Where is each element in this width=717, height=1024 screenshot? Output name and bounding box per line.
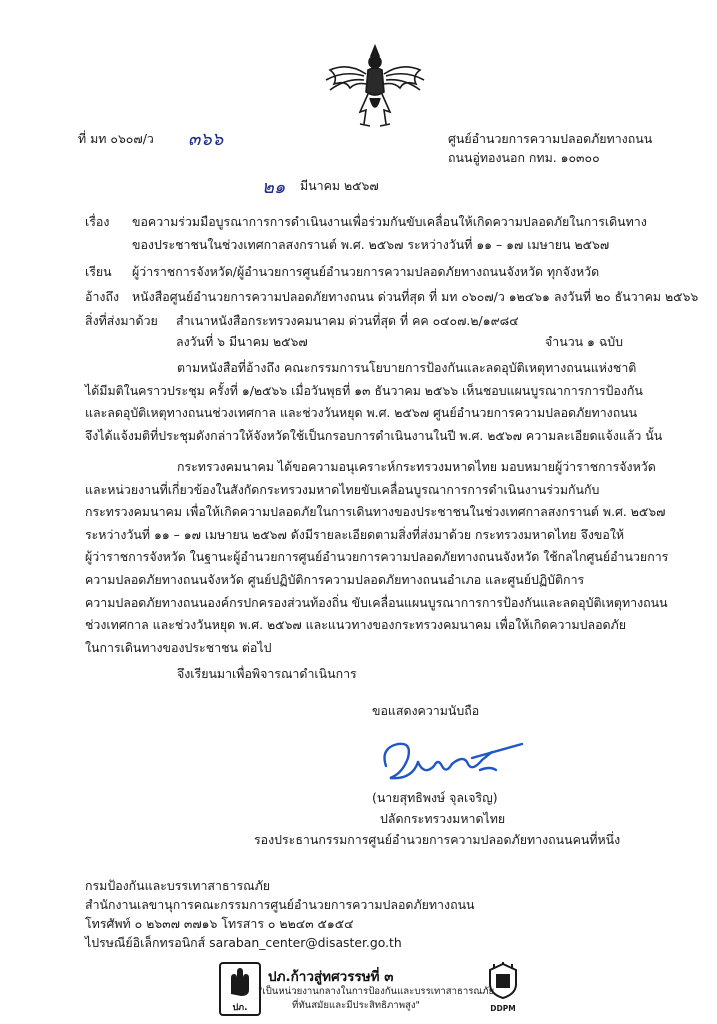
paragraph-line: ช่วงเทศกาล และช่วงวันหยุด พ.ศ. ๒๕๖๗ และแนวทางของกระทรวงคมนาคม เพื่อให้เกิดความปลอดภัย [85, 617, 626, 633]
paragraph-line: ความปลอดภัยทางถนนองค์กรปกครองส่วนท้องถิ่น ขับเคลื่อนแผนบูรณาการการป้องกันและลดอุบัติเหตุทางถนน [85, 594, 668, 610]
document-date: มีนาคม ๒๕๖๗ [300, 178, 379, 193]
regards-text: ขอแสดงความนับถือ [372, 703, 480, 718]
date-day-handwritten: ๒๑ [262, 177, 286, 198]
banner-subtitle-1: "เป็นหน่วยงานกลางในการป้องกันและบรรเทาสาธารณภัย [258, 986, 495, 997]
signatory-position-1: ปลัดกระทรวงมหาดไทย [380, 811, 506, 826]
ddpm-hand-logo [219, 962, 261, 1016]
paragraph-line: ได้มีมติในคราวประชุม ครั้งที่ ๑/๒๕๖๖ เมื่อวันพุธที่ ๑๓ ธันวาคม ๒๕๖๖ เห็นชอบแผนบูรณาการการป้องกัน [85, 382, 643, 398]
footer-office: สำนักงานเลขานุการคณะกรรมการศูนย์อำนวยการความปลอดภัยทางถนน [85, 897, 475, 912]
body-paragraph-2 [85, 456, 668, 659]
banner-title: ปภ.ก้าวสู่ทศวรรษที่ ๓ [268, 969, 394, 985]
reference-label: อ้างถึง [85, 289, 120, 304]
garuda-emblem [320, 40, 430, 132]
paragraph-line: และลดอุบัติเหตุทางถนนช่วงเทศกาล และช่วงวันหยุด พ.ศ. ๒๕๖๗ ศูนย์อำนวยการความปลอดภัยทางถนน [85, 405, 638, 421]
subject-label: เรื่อง [85, 214, 110, 229]
footer-department: กรมป้องกันและบรรเทาสาธารณภัย [85, 878, 271, 893]
enclosure-copies: จำนวน ๑ ฉบับ [545, 334, 624, 349]
to-label: เรียน [85, 264, 112, 279]
body-paragraph-1 [85, 357, 662, 447]
to-recipient: ผู้ว่าราชการจังหวัด/ผู้อำนวยการศูนย์อำนวยการความปลอดภัยทางถนนจังหวัด ทุกจังหวัด [132, 264, 600, 279]
footer-email: ไปรษณีย์อิเล็กทรอนิกส์ saraban_center@disaster.go.th [85, 935, 402, 950]
footer-phone: โทรศัพท์ ๐ ๒๖๓๗ ๓๗๑๖ โทรสาร ๐ ๒๒๔๓ ๕๑๕๔ [85, 916, 354, 931]
paragraph-line: ระหว่างวันที่ ๑๑ – ๑๗ เมษายน ๒๕๖๗ ดังมีรายละเอียดตามสิ่งที่ส่งมาด้วย กระทรวงมหาดไทย จึงขอให้ [85, 526, 625, 542]
signatory-position-2: รองประธานกรรมการศูนย์อำนวยการความปลอดภัยทางถนนคนที่หนึ่ง [254, 832, 621, 847]
handwritten-signature [372, 730, 542, 792]
signatory-name: (นายสุทธิพงษ์ จุลเจริญ) [372, 790, 498, 805]
shield-emblem-icon [486, 962, 520, 1000]
paragraph-line: ความปลอดภัยทางถนนจังหวัด ศูนย์ปฏิบัติการความปลอดภัยทางถนนอำเภอ และศูนย์ปฏิบัติการ [85, 571, 585, 587]
paragraph-line: จึงได้แจ้งมติที่ประชุมดังกล่าวให้จังหวัดใช้เป็นกรอบการดำเนินงานในปี พ.ศ. ๒๕๖๗ ความละเอียดแจ้งแล้ว นั้น [85, 427, 663, 443]
enclosure-date: ลงวันที่ ๖ มีนาคม ๒๕๖๗ [176, 334, 308, 349]
paragraph-line: ตามหนังสือที่อ้างถึง คณะกรรมการนโยบายการป้องกันและลดอุบัติเหตุทางถนนแห่งชาติ [177, 360, 637, 375]
paragraph-line: กระทรวงคมนาคม ได้ขอความอนุเคราะห์กระทรวงมหาดไทย มอบหมายผู้ว่าราชการจังหวัด [177, 459, 656, 474]
ddpm-label: DDPM [490, 1004, 516, 1013]
closing-request: จึงเรียนมาเพื่อพิจารณาดำเนินการ [177, 666, 357, 681]
enclosure-text: สำเนาหนังสือกระทรวงคมนาคม ด่วนที่สุด ที่ คค ๐๔๐๗.๒/๑๙๘๔ [176, 313, 519, 328]
paragraph-line: กระทรวงคมนาคม เพื่อให้เกิดความปลอดภัยในการเดินทางของประชาชนในช่วงเทศกาลสงกรานต์ พ.ศ. ๒๕๖๗ [85, 504, 666, 520]
paragraph-line: ในการเดินทางของประชาชน ต่อไป [85, 639, 272, 655]
office-address: ถนนอู่ทองนอก กทม. ๑๐๓๐๐ [448, 150, 600, 165]
paragraph-line: และหน่วยงานที่เกี่ยวข้องในสังกัดกระทรวงมหาดไทยขับเคลื่อนบูรณาการการดำเนินงานร่วมกันกับ [85, 481, 600, 497]
office-name: ศูนย์อำนวยการความปลอดภัยทางถนน [448, 131, 653, 146]
subject-line-2: ของประชาชนในช่วงเทศกาลสงกรานต์ พ.ศ. ๒๕๖๗ ระหว่างวันที่ ๑๑ – ๑๗ เมษายน ๒๕๖๗ [132, 237, 610, 252]
reference-text: หนังสือศูนย์อำนวยการความปลอดภัยทางถนน ด่วนที่สุด ที่ มท ๐๖๐๗/ว ๑๒๔๖๑ ลงวันที่ ๒๐ ธันวาคม ๒๕๖๖ [132, 289, 699, 304]
hand-icon [221, 964, 259, 998]
ddpm-emblem-logo [486, 962, 520, 1012]
ddpm-short-name: ปภ. [232, 1003, 248, 1013]
banner-subtitle-2: ที่ทันสมัยและมีประสิทธิภาพสูง" [292, 1000, 420, 1011]
reference-number-label: ที่ มท ๐๖๐๗/ว [78, 131, 154, 146]
enclosure-label: สิ่งที่ส่งมาด้วย [85, 313, 158, 328]
reference-number-handwritten: ๓๖๖ [188, 129, 224, 150]
subject-line-1: ขอความร่วมมือบูรณาการการดำเนินงานเพื่อร่วมกันขับเคลื่อนให้เกิดความปลอดภัยในการเดินทาง [132, 214, 647, 229]
paragraph-line: ผู้ว่าราชการจังหวัด ในฐานะผู้อำนวยการศูนย์อำนวยการความปลอดภัยทางถนนจังหวัด ใช้กลไกศูนย์อำนวยการ [85, 549, 669, 565]
